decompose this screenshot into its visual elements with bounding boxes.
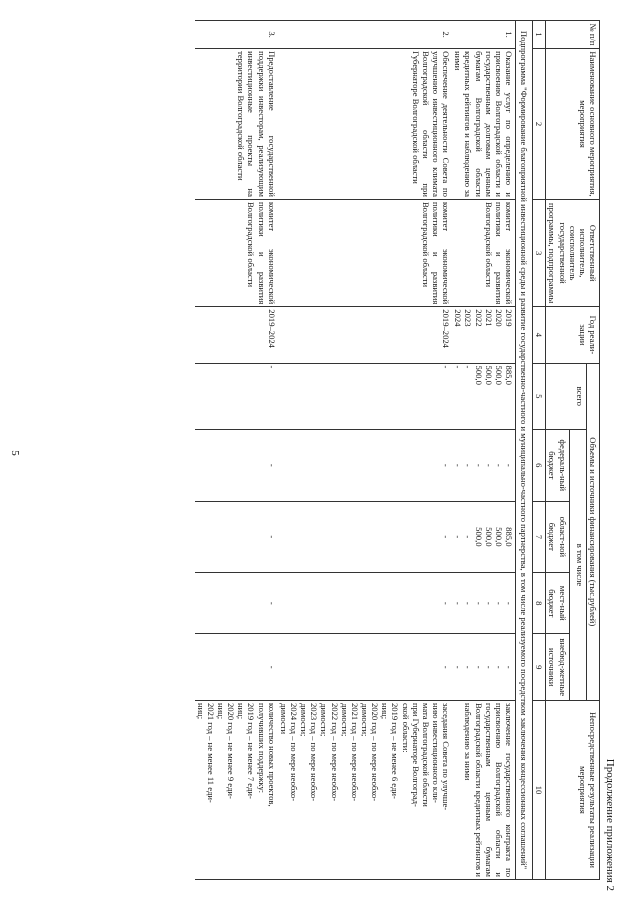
total-value: 500,0 <box>493 365 504 385</box>
column-numbers-row <box>533 21 546 880</box>
results-line: димости <box>278 702 289 735</box>
header-federal: федераль-ный бюджет <box>546 429 569 501</box>
year: 2021 <box>483 309 494 327</box>
local-value: - <box>453 601 464 605</box>
extra-value: - <box>483 665 494 669</box>
appendix-label: Продолжение приложения 2 <box>604 758 616 891</box>
regional-value: - <box>278 501 452 573</box>
col-number: 10 <box>533 700 546 879</box>
header-in-that-number: в том числе <box>569 429 586 700</box>
header-extrabudget: внебюд-жетные источники <box>546 634 569 700</box>
table-row <box>195 21 278 880</box>
extra-values <box>452 634 515 700</box>
total-value: - <box>195 363 278 429</box>
header-local: мест-ный бюджет <box>546 573 569 634</box>
extra-value: - <box>278 634 452 700</box>
header-name: Наименование основного мероприятия, мероприятия <box>546 49 600 200</box>
results-line: ниц; <box>236 702 247 720</box>
row-number: 2. <box>278 21 452 49</box>
subprogram-title: Подпрограмма "Формирование благоприятной инвестиционной среды и развитие государственно-частного и муниципально-частного партнерства, в том числе реализуемого посредством заключения концессионных соглашений" <box>516 21 533 880</box>
extra-value: - <box>504 665 515 669</box>
results-line: димости; <box>319 702 330 737</box>
total-value: - <box>278 363 452 429</box>
results-line: 2021 год – не менее 11 еди- <box>205 702 216 803</box>
subprogram-row <box>516 21 533 880</box>
extra-value: - <box>473 665 484 669</box>
federal-values <box>452 429 515 501</box>
results-line: димости; <box>339 702 350 737</box>
extra-value: - <box>463 665 474 669</box>
results-line: димости; <box>360 702 371 737</box>
year: 2019 <box>504 309 515 327</box>
total-value: 500,0 <box>473 365 484 385</box>
col-number: 1 <box>533 21 546 49</box>
year: 2020 <box>493 309 504 327</box>
federal-value: - <box>463 463 474 467</box>
total-values <box>452 363 515 429</box>
header-total: всего <box>546 363 587 429</box>
results-line: мата Волгоградской области <box>420 702 431 807</box>
col-number: 8 <box>533 573 546 634</box>
measure-name: Оказание услуг по определению и присвоению Волгоградской области и государственным долговым ценным бумагам Волгоградской области кредитных рейтингов и наблюдению за ними <box>452 49 515 200</box>
federal-value: - <box>504 463 515 467</box>
regional-value: - <box>195 501 278 573</box>
results-line: нию инвестиционного кли- <box>431 702 442 803</box>
regional-value: 500,0 <box>493 527 504 547</box>
extra-value: - <box>195 634 278 700</box>
total-value: 885,0 <box>504 365 515 385</box>
local-value: - <box>463 601 474 605</box>
landscape-content <box>28 0 628 905</box>
col-number: 9 <box>533 634 546 700</box>
regional-value: - <box>463 535 474 539</box>
header-results: Непосредственные результаты реализации мероприятия <box>546 700 600 879</box>
local-value: - <box>504 601 515 605</box>
regional-value: - <box>453 535 464 539</box>
results-line: 2023 год – по мере необхо- <box>309 702 320 802</box>
local-value: - <box>195 573 278 634</box>
period: 2019–2024 <box>195 307 278 363</box>
results-line: количество новых проектов, <box>266 702 277 807</box>
header-num: № п/п <box>546 21 600 49</box>
page-number: 5 <box>9 449 21 456</box>
results <box>278 700 452 879</box>
regional-value: 500,0 <box>483 527 494 547</box>
regional-value: 885,0 <box>504 527 515 547</box>
federal-value: - <box>195 429 278 501</box>
table-row <box>452 21 515 880</box>
results-line: 2020 год – по мере необхо- <box>370 702 381 802</box>
header-funding: Объемы и источники финансирования (тыс.рублей) <box>586 363 599 700</box>
extra-value: - <box>453 665 464 669</box>
results-line: 2022 год – по мере необхо- <box>329 702 340 802</box>
results-line: 2024 год – по мере необхо- <box>289 702 300 802</box>
federal-value: - <box>453 463 464 467</box>
results-line: 2019 год – не менее 6 еди- <box>390 702 401 799</box>
col-number: 7 <box>533 501 546 573</box>
executor: комитет экономической политики и развития Волгоградской области <box>195 199 278 306</box>
regional-value: 500,0 <box>473 527 484 547</box>
results-line: при Губернаторе Волгоград- <box>410 702 421 807</box>
col-number: 4 <box>533 307 546 363</box>
federal-value: - <box>278 429 452 501</box>
year: 2022 <box>473 309 484 327</box>
results-line: ниц; <box>380 702 391 720</box>
results-line: ской области: <box>400 702 411 753</box>
results: заключение государственного контракта по присвоению Волгоградской области и государственным ценным бумагам Волгоградской области кредитных рейтингов и наблюдению за ними <box>452 700 515 879</box>
local-value: - <box>483 601 494 605</box>
measure-name: Обеспечение деятельности Совета по улучшению инвестиционного климата Волгоградской области при Губернаторе Волгоградской области <box>278 49 452 200</box>
total-value: - <box>463 365 474 369</box>
local-value: - <box>473 601 484 605</box>
header-year: Год реали-зации <box>546 307 600 363</box>
col-number: 2 <box>533 49 546 200</box>
results-line: 2019 год – не менее 7 еди- <box>246 702 257 799</box>
results-line: ниц; <box>216 702 227 720</box>
total-value: 500,0 <box>483 365 494 385</box>
extra-value: - <box>493 665 504 669</box>
results-line: заседания Совета по улучше- <box>441 702 452 811</box>
year: 2023 <box>463 309 474 327</box>
year: 2024 <box>453 309 464 327</box>
results-line: 2021 год – по мере необхо- <box>349 702 360 802</box>
local-value: - <box>493 601 504 605</box>
rotated-page <box>28 0 628 905</box>
results-line: димости; <box>299 702 310 737</box>
results-line: ниц; <box>195 702 206 720</box>
table-row <box>278 21 452 880</box>
federal-value: - <box>473 463 484 467</box>
header-executor: Ответственный исполнитель, соисполнитель государственной программы, подпрограммы <box>546 199 600 306</box>
local-values <box>452 573 515 634</box>
period: 2019–2024 <box>278 307 452 363</box>
results-line: 2020 год – не менее 9 еди- <box>226 702 237 799</box>
row-number: 1. <box>452 21 515 49</box>
executor: комитет экономической политики и развития Волгоградской области <box>452 199 515 306</box>
regional-values <box>452 501 515 573</box>
header-row-1 <box>586 21 599 880</box>
measures-table <box>195 20 600 880</box>
results-line: получивших поддержку: <box>256 702 267 794</box>
results <box>195 700 278 879</box>
federal-value: - <box>493 463 504 467</box>
col-number: 5 <box>533 363 546 429</box>
executor: комитет экономической политики и развития Волгоградской области <box>278 199 452 306</box>
row-number: 3. <box>195 21 278 49</box>
measure-name: Предоставление государственной поддержки инвесторам, реализующим инвестиционные проекты на территории Волгоградской области <box>195 49 278 200</box>
total-value: - <box>453 365 464 369</box>
header-regional: област-ной бюджет <box>546 501 569 573</box>
federal-value: - <box>483 463 494 467</box>
col-number: 3 <box>533 199 546 306</box>
years-list <box>452 307 515 363</box>
col-number: 6 <box>533 429 546 501</box>
local-value: - <box>278 573 452 634</box>
